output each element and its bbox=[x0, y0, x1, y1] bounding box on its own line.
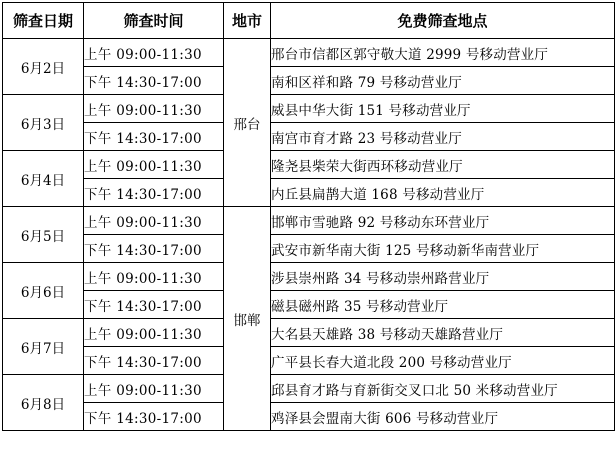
date-cell: 6月3日 bbox=[3, 95, 84, 151]
location-cell: 内丘县扁鹊大道 168 号移动营业厅 bbox=[271, 179, 615, 207]
date-cell: 6月4日 bbox=[3, 151, 84, 207]
table-row bbox=[3, 123, 615, 151]
screening-schedule-table bbox=[2, 2, 615, 431]
location-cell: 南宫市育才路 23 号移动营业厅 bbox=[271, 123, 615, 151]
location-cell: 邱县育才路与育新街交叉口北 50 米移动营业厅 bbox=[271, 375, 615, 403]
time-cell: 上午 09:00-11:30 bbox=[84, 375, 224, 403]
time-cell: 上午 09:00-11:30 bbox=[84, 39, 224, 67]
city-cell-handan: 邯郸 bbox=[224, 207, 271, 431]
table-row bbox=[3, 403, 615, 431]
table-row bbox=[3, 347, 615, 375]
location-cell: 鸡泽县会盟南大街 606 号移动营业厅 bbox=[271, 403, 615, 431]
location-cell: 磁县磁州路 35 号移动营业厅 bbox=[271, 291, 615, 319]
location-cell: 涉县崇州路 34 号移动崇州路营业厅 bbox=[271, 263, 615, 291]
time-cell: 下午 14:30-17:00 bbox=[84, 403, 224, 431]
header-time: 筛查时间 bbox=[84, 3, 224, 39]
table-row bbox=[3, 95, 615, 123]
header-city: 地市 bbox=[224, 3, 271, 39]
date-cell: 6月8日 bbox=[3, 375, 84, 431]
time-cell: 下午 14:30-17:00 bbox=[84, 291, 224, 319]
table-row bbox=[3, 375, 615, 403]
table-row bbox=[3, 235, 615, 263]
location-cell: 广平县长春大道北段 200 号移动营业厅 bbox=[271, 347, 615, 375]
time-cell: 上午 09:00-11:30 bbox=[84, 319, 224, 347]
table-row bbox=[3, 263, 615, 291]
time-cell: 上午 09:00-11:30 bbox=[84, 263, 224, 291]
table-row bbox=[3, 291, 615, 319]
header-row bbox=[3, 3, 615, 39]
location-cell: 隆尧县柴荣大街西环移动营业厅 bbox=[271, 151, 615, 179]
table-row bbox=[3, 179, 615, 207]
date-cell: 6月6日 bbox=[3, 263, 84, 319]
time-cell: 下午 14:30-17:00 bbox=[84, 123, 224, 151]
time-cell: 上午 09:00-11:30 bbox=[84, 151, 224, 179]
time-cell: 下午 14:30-17:00 bbox=[84, 235, 224, 263]
date-cell: 6月7日 bbox=[3, 319, 84, 375]
table-row bbox=[3, 67, 615, 95]
location-cell: 武安市新华南大街 125 号移动新华南营业厅 bbox=[271, 235, 615, 263]
table-row bbox=[3, 207, 615, 235]
table-row bbox=[3, 39, 615, 67]
time-cell: 下午 14:30-17:00 bbox=[84, 347, 224, 375]
header-date: 筛查日期 bbox=[3, 3, 84, 39]
time-cell: 下午 14:30-17:00 bbox=[84, 67, 224, 95]
time-cell: 上午 09:00-11:30 bbox=[84, 95, 224, 123]
time-cell: 上午 09:00-11:30 bbox=[84, 207, 224, 235]
table-row bbox=[3, 319, 615, 347]
location-cell: 邢台市信都区郭守敬大道 2999 号移动营业厅 bbox=[271, 39, 615, 67]
location-cell: 南和区祥和路 79 号移动营业厅 bbox=[271, 67, 615, 95]
header-location: 免费筛查地点 bbox=[271, 3, 615, 39]
city-cell-xingtai: 邢台 bbox=[224, 39, 271, 207]
table-row bbox=[3, 151, 615, 179]
date-cell: 6月5日 bbox=[3, 207, 84, 263]
time-cell: 下午 14:30-17:00 bbox=[84, 179, 224, 207]
location-cell: 威县中华大街 151 号移动营业厅 bbox=[271, 95, 615, 123]
location-cell: 邯郸市雪驰路 92 号移动东环营业厅 bbox=[271, 207, 615, 235]
location-cell: 大名县天雄路 38 号移动天雄路营业厅 bbox=[271, 319, 615, 347]
date-cell: 6月2日 bbox=[3, 39, 84, 95]
